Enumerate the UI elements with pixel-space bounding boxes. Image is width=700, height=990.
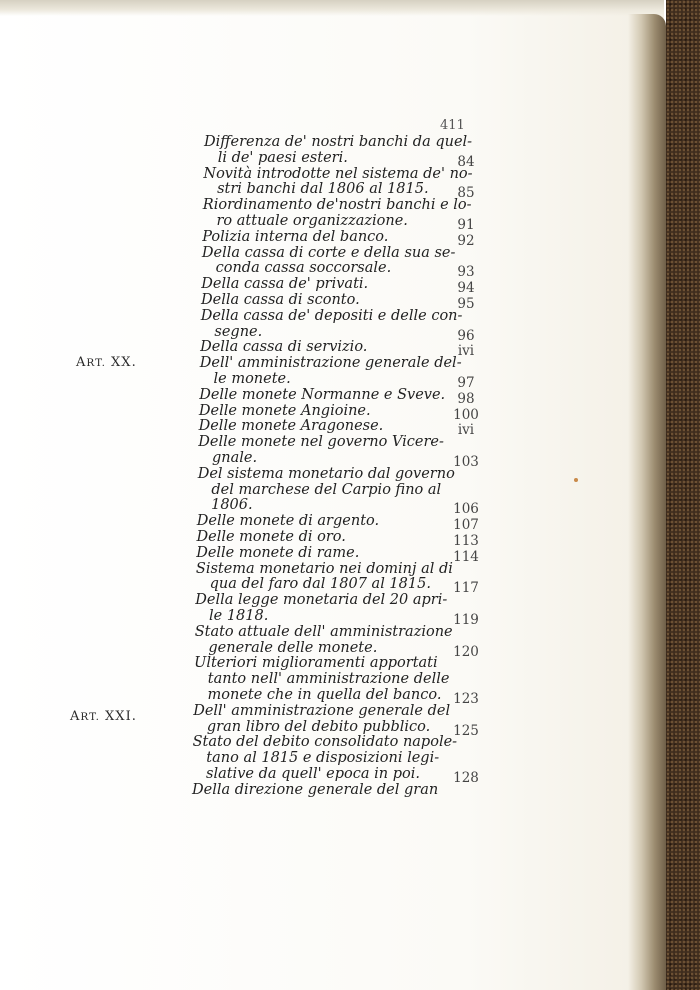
toc-page-number: 97: [457, 375, 475, 391]
toc-page-number: 96: [457, 327, 475, 344]
toc-entry-line: Della cassa de' privati.: [201, 276, 369, 293]
toc-entry-line: del marchese del Carpio fino al: [211, 481, 442, 498]
toc-entry-line: ro attuale organizzazione.: [216, 213, 408, 229]
article-label-prefix: A: [76, 355, 87, 370]
paper-stain: [574, 478, 578, 482]
toc-page-number: 113: [453, 533, 479, 549]
toc-entry-line: generale delle monete.: [208, 639, 378, 656]
toc-entry-line: Della cassa di sconto.: [201, 292, 360, 308]
toc-entry-line: Polizia interna del banco.: [202, 228, 389, 245]
toc-entry-line: Novità introdotte nel sistema de' no-: [203, 165, 473, 182]
toc-entry-line: 1806.: [211, 497, 253, 514]
toc-page-number: 103: [453, 454, 479, 470]
toc-entry-line: Delle monete nel governo Vicere-: [198, 434, 444, 451]
toc-page-number: 84: [457, 153, 475, 170]
toc-entry-line: Della legge monetaria del 20 apri-: [195, 592, 448, 609]
toc-entry-line: segne.: [214, 323, 263, 340]
article-label-small: RT.: [80, 711, 100, 723]
toc-entry-line: Riordinamento de'nostri banchi e lo-: [202, 197, 472, 214]
toc-entry-line: Delle monete Angioine.: [198, 402, 371, 419]
article-label-small: RT.: [86, 357, 106, 369]
article-label-xx: [76, 355, 137, 370]
toc-page-number: 114: [453, 548, 479, 565]
toc-page-number: 125: [453, 722, 479, 739]
toc-entry-line: Del sistema monetario dal governo: [197, 465, 455, 482]
toc-page-number: 98: [457, 390, 475, 407]
toc-entry-line: Della cassa di corte e della sua se-: [201, 244, 456, 261]
toc-entry-line: le 1818.: [209, 608, 269, 624]
toc-entry-line: qua del faro dal 1807 al 1815.: [209, 576, 431, 593]
toc-entry-line: Della cassa di servizio.: [200, 339, 368, 356]
article-label-number: XXI.: [99, 709, 137, 724]
toc-entry-line: Stato del debito consolidato napole-: [192, 734, 458, 751]
toc-entry-line: Delle monete di oro.: [196, 529, 346, 545]
toc-page-number: 93: [457, 264, 475, 281]
toc-entry-line: le monete.: [213, 371, 291, 387]
article-label-number: XX.: [105, 355, 137, 370]
toc-entry-line: Stato attuale dell' amministrazione: [194, 623, 453, 640]
toc-page-number: 128: [453, 770, 479, 786]
toc-entry-line: Delle monete Normanne e Sveve.: [199, 386, 446, 403]
article-label-prefix: A: [70, 709, 81, 724]
toc-page-number: 100: [453, 406, 479, 423]
toc-entry-line: tano al 1815 e disposizioni legi-: [206, 750, 440, 767]
toc-page-number: 91: [457, 217, 475, 233]
toc-page-number: 94: [457, 280, 475, 297]
toc-entry-line: Delle monete di argento.: [196, 513, 380, 530]
toc-page-number: 120: [453, 643, 479, 660]
toc-entry-line: monete che in quella del banco.: [207, 687, 442, 703]
page-number: 411: [440, 118, 465, 133]
toc-entry-line: gran libro del debito pubblico.: [206, 718, 431, 735]
toc-entry-line: Dell' amministrazione generale del-: [199, 355, 462, 372]
toc-page-number: 119: [453, 612, 479, 628]
toc-page-number: 95: [457, 296, 475, 312]
article-label-xxi: [70, 709, 137, 724]
toc-entry-line: Dell' amministrazione generale del: [193, 702, 451, 719]
toc-entry-line: Ulteriori miglioramenti apportati: [194, 655, 438, 672]
toc-page-number: 85: [457, 185, 475, 202]
toc-entry-line: conda cassa soccorsale.: [215, 260, 392, 277]
toc-entry-line: gnale.: [212, 450, 258, 466]
toc-entry-line: stri banchi dal 1806 al 1815.: [217, 181, 429, 198]
toc-entry-line: Differenza de' nostri banchi da quel-: [204, 134, 473, 150]
toc-entry-line: Della direzione generale del gran: [192, 781, 439, 798]
toc-entry-line: li de' paesi esteri.: [217, 149, 348, 166]
book-binding-cloth: [666, 0, 700, 990]
toc-entry-line: Delle monete di rame.: [196, 544, 360, 561]
toc-page-number: 107: [453, 517, 479, 534]
toc-page-number: 92: [457, 232, 475, 249]
toc-entry-line: slative da quell' epoca in poi.: [206, 766, 420, 782]
toc-entry-line: Della cassa de' depositi e delle con-: [200, 307, 463, 324]
toc-page-number: 123: [453, 691, 479, 707]
toc-entry-line: tanto nell' amministrazione delle: [207, 671, 450, 688]
toc-entry-line: Sistema monetario nei dominj al di: [195, 560, 453, 577]
toc-page-number: 117: [453, 580, 479, 597]
toc-entry-line: Delle monete Aragonese.: [198, 418, 384, 435]
toc-page-number: ivi: [457, 343, 475, 360]
toc-page-number: ivi: [457, 422, 475, 439]
toc-page-number: 106: [453, 501, 479, 518]
